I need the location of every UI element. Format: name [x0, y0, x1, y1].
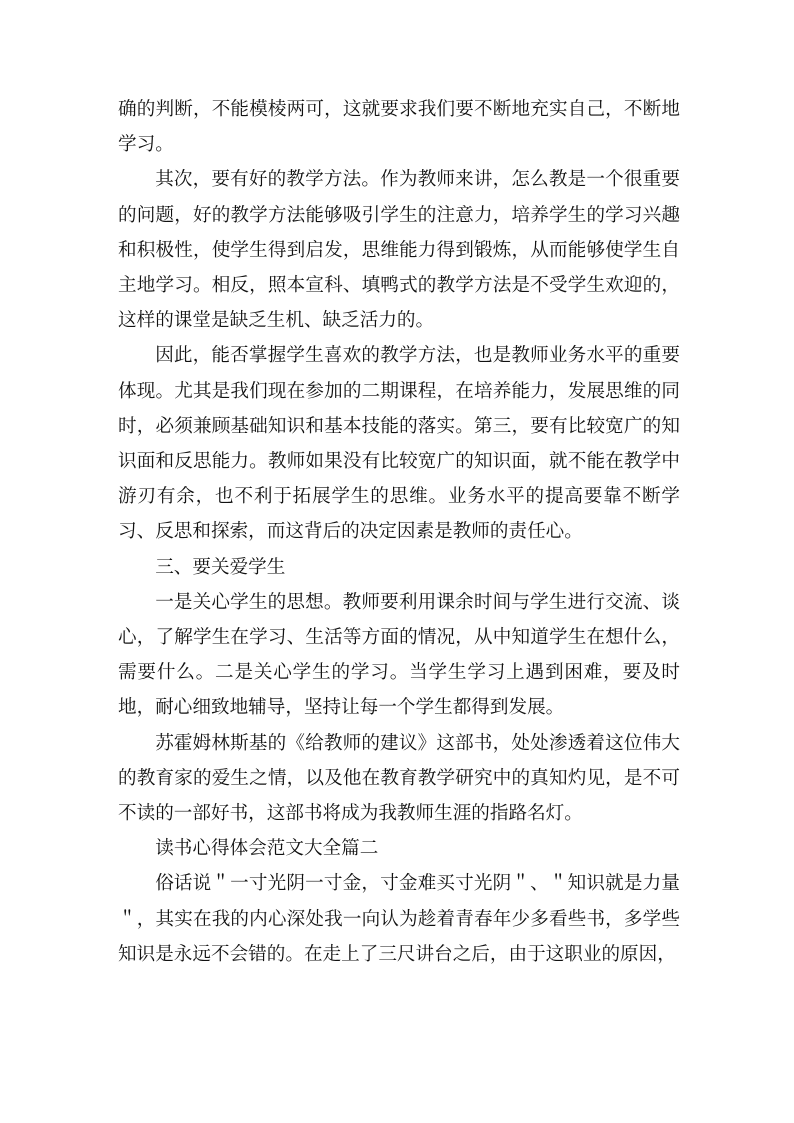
paragraph-2: 其次，要有好的教学方法。作为教师来讲，怎么教是一个很重要的问题，好的教学方法能够吸引学生的注意力，培养学生的学习兴趣和积极性，使学生得到启发，思维能力得到锻炼，从而能够使学生自主地学习。相反，照本宣科、填鸭式的教学方法是不受学生欢迎的，这样的课堂是缺乏生机、缺乏活力的。	[118, 169, 680, 332]
paragraph-3: 因此，能否掌握学生喜欢的教学方法，也是教师业务水平的重要体现。尤其是我们现在参加的二期课程，在培养能力，发展思维的同时，必须兼顾基础知识和基本技能的落实。第三，要有比较宽广的知识面和反思能力。教师如果没有比较宽广的知识面，就不能在教学中游刃有余，也不利于拓展学生的思维。业务水平的提高要靠不断学习、反思和探索，而这背后的决定因素是教师的责任心。	[118, 345, 680, 543]
document-body	[118, 92, 680, 972]
paragraph-6: 俗话说＂一寸光阴一寸金，寸金难买寸光阴＂、＂知识就是力量＂，其实在我的内心深处我一向认为趁着青春年少多看些书，多学些知识是永远不会错的。在走上了三尺讲台之后，由于这职业的原因，	[118, 873, 680, 965]
paragraph-1: 确的判断，不能模棱两可，这就要求我们要不断地充实自己，不断地学习。	[118, 99, 680, 156]
article-title: 读书心得体会范文大全篇二	[155, 838, 379, 860]
paragraph-4: 一是关心学生的思想。教师要利用课余时间与学生进行交流、谈心，了解学生在学习、生活等方面的情况，从中知道学生在想什么，需要什么。二是关心学生的学习。当学生学习上遇到困难，要及时地，耐心细致地辅导，坚持让每一个学生都得到发展。	[118, 591, 680, 719]
section-heading: 三、要关爱学生	[155, 556, 286, 578]
paragraph-5: 苏霍姆林斯基的《给教师的建议》这部书，处处渗透着这位伟大的教育家的爱生之情，以及他在教育教学研究中的真知灼见，是不可不读的一部好书，这部书将成为我教师生涯的指路名灯。	[118, 732, 680, 825]
